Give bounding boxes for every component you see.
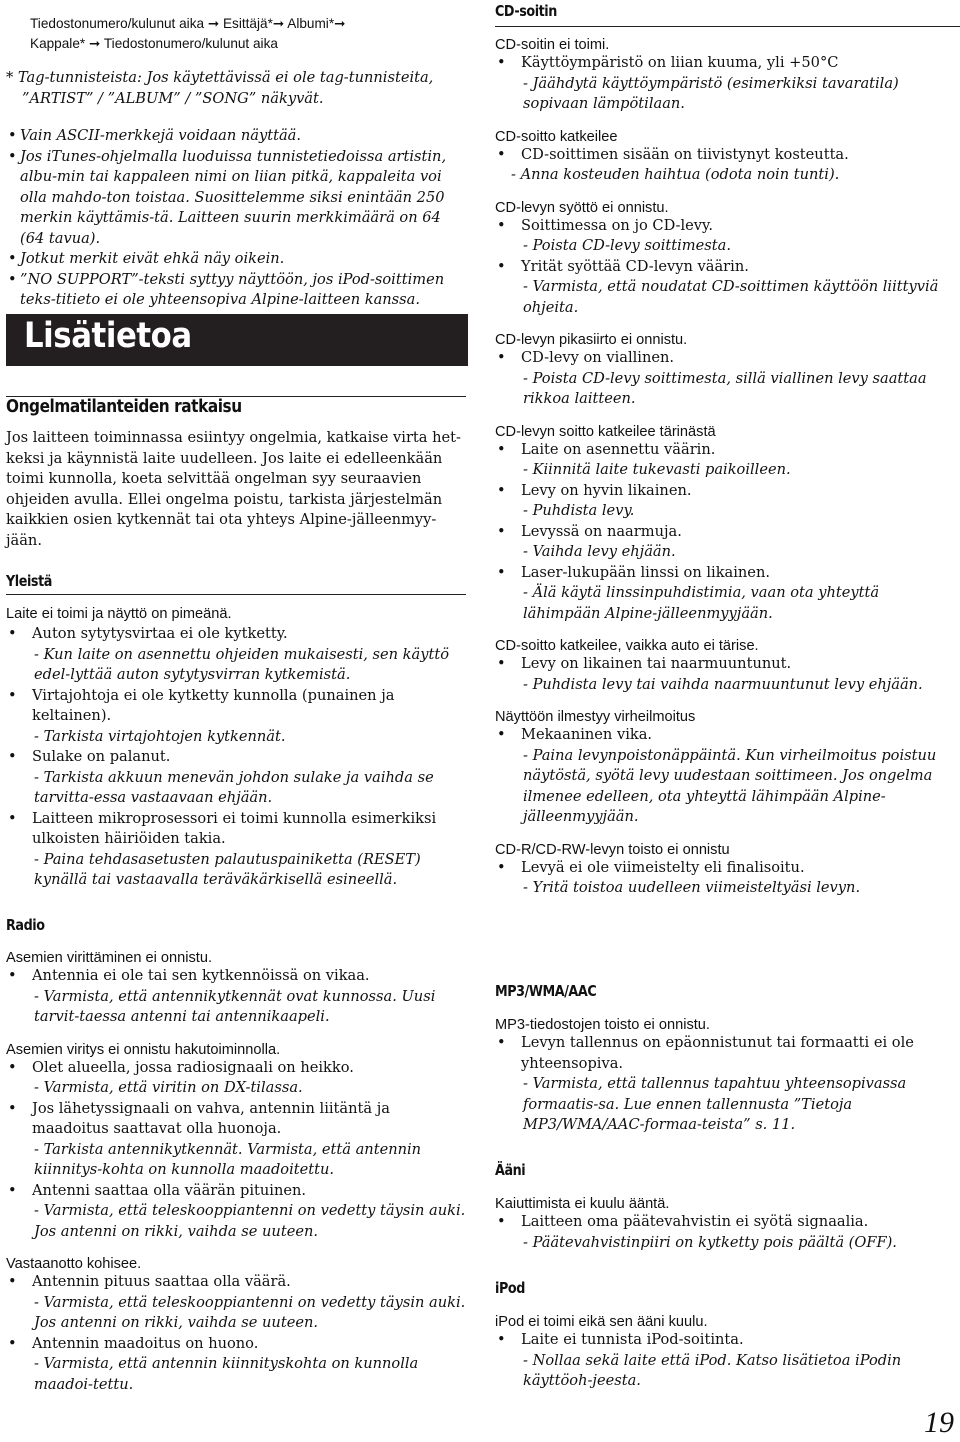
cause-item: • Laitteen mikroprosessori ei toimi kunnolla esimerkiksi ulkoisten häiriöiden takia. <box>6 809 466 850</box>
cause-item: • Antennin maadoitus on huono. <box>6 1334 466 1355</box>
section-banner <box>6 314 468 366</box>
problem-title: iPod ei toimi eikä sen ääni kuulu. <box>495 1314 708 1330</box>
problem-title: Kaiuttimista ei kuulu ääntä. <box>495 1196 670 1212</box>
fix-item: - Poista CD-levy soittimesta, sillä viallinen levy saattaa rikkoa laitteen. <box>523 369 927 407</box>
problem-title: CD-levyn soitto katkeilee tärinästä <box>495 423 716 440</box>
fix-item: - Varmista, että antennikytkennät ovat kunnossa. Uusi tarvit-taessa antenni tai antennikaapeli. <box>34 987 436 1025</box>
cause-item: • Levy on hyvin likainen. <box>495 481 960 502</box>
list-item: • Vain ASCII-merkkejä voidaan näyttää. <box>6 126 466 147</box>
problem-title: CD-R/CD-RW-levyn toisto ei onnistu <box>495 841 730 858</box>
fix-item: - Vaihda levy ehjään. <box>523 543 676 560</box>
cause-item: • Laite on asennettu väärin. <box>495 440 960 461</box>
problem-title: CD-levyn syöttö ei onnistu. <box>495 199 669 216</box>
radio-heading: Radio <box>6 916 45 934</box>
heading-rule <box>6 396 466 397</box>
yleista-heading: Yleistä <box>6 572 52 590</box>
fix-item: - Anna kosteuden haihtua (odota noin tunti). <box>511 166 840 183</box>
display-order-note <box>30 14 466 54</box>
tag-note-line-1: * Tag-tunnisteista: Jos käytettävissä ei ole tag-tunnisteita, <box>6 69 434 86</box>
fix-item: - Paina levynpoistonäppäintä. Kun virheilmoitus poistuu näytöstä, syötä levy uudestaan soittimeen. Jos ongelma ilmenee edelleen, ota yhteyttä lähimpään Alpine-jälleenmyyjään. <box>523 746 937 825</box>
fix-item: - Päätevahvistinpiiri on kytketty pois päältä (OFF). <box>523 1233 897 1251</box>
cd-section <box>495 37 960 899</box>
top-bullets <box>6 126 466 311</box>
fix-item: - Kun laite on asennettu ohjeiden mukaisesti, sen käyttö edel-lyttää auton sytytysvirran kytkemistä. <box>34 645 449 683</box>
fix-item: - Puhdista levy. <box>523 502 635 519</box>
cause-item: • Levyn tallennus on epäonnistunut tai formaatti ei ole yhteensopiva. <box>495 1033 960 1074</box>
ipod-section <box>495 1314 960 1392</box>
cause-item: • Sulake on palanut. <box>6 747 466 768</box>
problem-title: Asemien viritys ei onnistu hakutoiminnolla. <box>6 1041 281 1058</box>
mp3-heading: MP3/WMA/AAC <box>495 982 597 1000</box>
troubleshooting-intro: Jos laitteen toiminnassa esiintyy ongelmia, katkaise virta het-keksi ja käynnistä laite uudelleen. Jos laite ei edelleenkään toimi kunnolla, koeta selvittää ongelman syy seuraavien ohjeiden avulla. Ellei ongelma poistu, tarkista järjestelmän kaikkien osien kytkennät tai ota yhteys Alpine-jälleenmyy-jään. <box>6 429 461 549</box>
problem-title: CD-levyn pikasiirto ei onnistu. <box>495 332 688 348</box>
fix-item: - Varmista, että viritin on DX-tilassa. <box>34 1079 303 1096</box>
heading-rule <box>495 26 960 27</box>
cause-item: • Soittimessa on jo CD-levy. <box>495 216 960 237</box>
fix-item: - Varmista, että noudatat CD-soittimen käyttöön liittyviä ohjeita. <box>523 278 939 316</box>
fix-item: - Varmista, että teleskooppiantenni on vedetty täysin auki. Jos antenni on rikki, vaihda se uuteen. <box>34 1293 466 1331</box>
cd-heading: CD-soitin <box>495 2 557 20</box>
fix-item: - Tarkista antennikytkennät. Varmista, että antennin kiinnitys-kohta on kunnolla maadoitettu. <box>34 1140 422 1178</box>
list-item: • ”NO SUPPORT”-teksti syttyy näyttöön, jos iPod-soittimen teks-titieto ei ole yhteensopiva Alpine-laitteen kanssa. <box>6 270 466 311</box>
banner-title: Lisätietoa <box>24 316 192 356</box>
cause-item: • Antennia ei ole tai sen kytkennöissä on vikaa. <box>6 966 466 987</box>
fix-item: - Kiinnitä laite tukevasti paikoilleen. <box>523 461 791 478</box>
cause-item: • Levyssä on naarmuja. <box>495 522 960 543</box>
yleista-section <box>6 606 466 891</box>
problem-title: Laite ei toimi ja näyttö on pimeänä. <box>6 606 232 622</box>
troubleshooting-heading: Ongelmatilanteiden ratkaisu <box>6 396 242 417</box>
cause-item: • Virtajohtoja ei ole kytketty kunnolla (punainen ja keltainen). <box>6 686 466 727</box>
fix-item: - Tarkista akkuun menevän johdon sulake ja vaihda se tarvitta-essa vastaavaan ehjään. <box>34 768 434 806</box>
fix-item: - Varmista, että teleskooppiantenni on vedetty täysin auki. Jos antenni on rikki, vaihda se uuteen. <box>34 1202 466 1240</box>
fix-item: - Älä käytä linssinpuhdistimia, vaan ota yhteyttä lähimpään Alpine-jälleenmyyjään. <box>523 584 880 622</box>
cause-item: • Olet alueella, jossa radiosignaali on heikko. <box>6 1058 466 1079</box>
fix-item: - Paina tehdasasetusten palautuspainiketta (RESET) kynällä tai vastaavalla teräväkärkisellä esineellä. <box>34 850 421 888</box>
cause-item: • Auton sytytysvirtaa ei ole kytketty. <box>6 624 466 645</box>
list-item: • Jos iTunes-ohjelmalla luoduissa tunnistetiedoissa artistin, albu-min tai kappaleen nimi on liian pitkä, kappaleita voi olla mahdo-ton toistaa. Suosittelemme siksi enintään 250 merkin käyttämis-tä. Laitteen suurin merkkimäärä on 64 (64 tavua). <box>6 147 466 250</box>
display-order-line-1: Tiedostonumero/kulunut aika ➞ Esittäjä*➞ Albumi*➞ <box>30 16 346 31</box>
cause-item: • Levy on likainen tai naarmuuntunut. <box>495 654 960 675</box>
tag-note <box>6 68 466 109</box>
fix-item: - Tarkista virtajohtojen kytkennät. <box>34 727 286 745</box>
problem-title: Vastaanotto kohisee. <box>6 1256 142 1272</box>
problem-title: Näyttöön ilmestyy virheilmoitus <box>495 709 696 725</box>
cause-item: • Mekaaninen vika. <box>495 725 960 746</box>
problem-title: CD-soitto katkeilee, vaikka auto ei tärise. <box>495 638 759 654</box>
cause-item: • CD-levy on viallinen. <box>495 348 960 369</box>
fix-item: - Nollaa sekä laite että iPod. Katso lisätietoa iPodin käyttöoh-jeesta. <box>523 1351 902 1389</box>
tag-note-line-2: ”ARTIST” / ”ALBUM” / ”SONG” näkyvät. <box>22 89 324 107</box>
radio-section <box>6 950 466 1395</box>
page-number: 19 <box>924 1406 954 1439</box>
aani-heading: Ääni <box>495 1161 526 1179</box>
cause-item: • Levyä ei ole viimeistelty eli finalisoitu. <box>495 858 960 879</box>
list-item: • Jotkut merkit eivät ehkä näy oikein. <box>6 249 466 270</box>
cause-item: • Laite ei tunnista iPod-soitinta. <box>495 1330 960 1351</box>
cause-item: • Laitteen oma päätevahvistin ei syötä signaalia. <box>495 1212 960 1233</box>
problem-title: Asemien virittäminen ei onnistu. <box>6 950 213 966</box>
ipod-heading: iPod <box>495 1279 525 1297</box>
cause-item: • CD-soittimen sisään on tiivistynyt kosteutta. <box>495 145 960 166</box>
heading-rule <box>6 594 466 595</box>
fix-item: - Puhdista levy tai vaihda naarmuuntunut levy ehjään. <box>523 675 923 693</box>
fix-item: - Varmista, että tallennus tapahtuu yhteensopivassa formaatis-sa. Lue ennen tallennusta ”Tietoja MP3/WMA/AAC-formaa-teista” s. 11. <box>523 1075 907 1133</box>
cause-item: • Käyttöympäristö on liian kuuma, yli +50°C <box>495 53 960 74</box>
fix-item: - Poista CD-levy soittimesta. <box>523 237 731 254</box>
problem-title: CD-soitto katkeilee <box>495 128 618 145</box>
cause-item: • Jos lähetyssignaali on vahva, antennin liitäntä ja maadoitus saattavat olla huonoja. <box>6 1099 466 1140</box>
fix-item: - Varmista, että antennin kiinnityskohta on kunnolla maadoi-tettu. <box>34 1355 419 1393</box>
problem-title: MP3-tiedostojen toisto ei onnistu. <box>495 1017 710 1033</box>
aani-section <box>495 1196 960 1253</box>
display-order-line-2: Kappale* ➞ Tiedostonumero/kulunut aika <box>30 36 278 51</box>
mp3-section <box>495 1017 960 1136</box>
cause-item: • Antenni saattaa olla väärän pituinen. <box>6 1181 466 1202</box>
fix-item: - Jäähdytä käyttöympäristö (esimerkiksi tavaratila) sopivaan lämpötilaan. <box>523 74 899 112</box>
problem-title: CD-soitin ei toimi. <box>495 37 610 53</box>
fix-item: - Yritä toistoa uudelleen viimeisteltyäsi levyn. <box>523 879 861 896</box>
cause-item: • Yrität syöttää CD-levyn väärin. <box>495 257 960 278</box>
cause-item: • Laser-lukupään linssi on likainen. <box>495 563 960 584</box>
cause-item: • Antennin pituus saattaa olla väärä. <box>6 1272 466 1293</box>
